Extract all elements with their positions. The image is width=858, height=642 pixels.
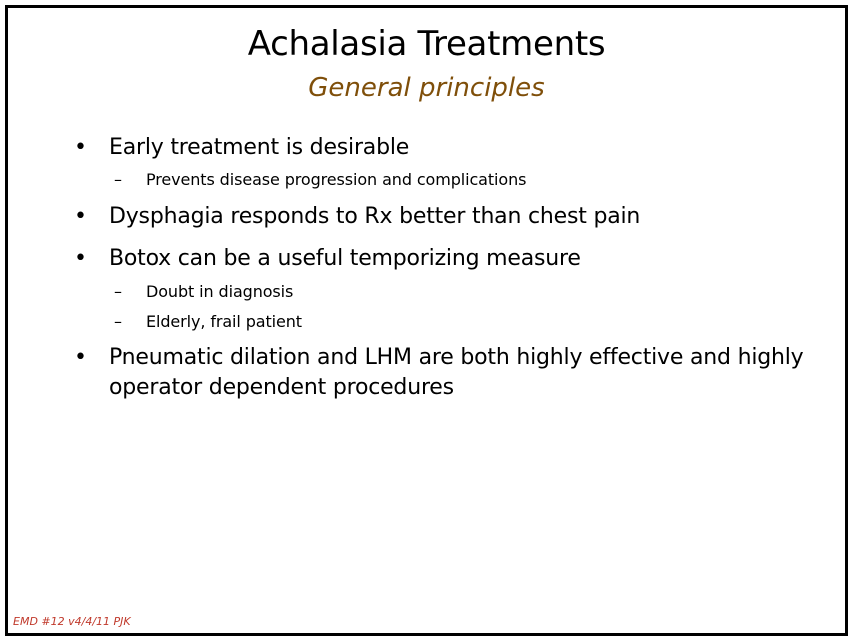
slide-subtitle: General principles	[308, 73, 545, 103]
bullet-icon: •	[74, 204, 87, 229]
bullet-text: Dysphagia responds to Rx better than chest pain	[109, 204, 641, 229]
sub-bullet-text: Doubt in diagnosis	[146, 282, 294, 301]
slide	[5, 5, 848, 636]
slide-footer: EMD #12 v4/4/11 PJK	[13, 615, 131, 628]
bullet-icon: •	[74, 345, 87, 370]
bullet-item	[74, 244, 814, 274]
sub-bullet-text: Prevents disease progression and complications	[146, 170, 527, 189]
bullet-text: Botox can be a useful temporizing measure	[109, 246, 581, 271]
bullet-icon: •	[74, 246, 87, 271]
sub-bullet-item	[74, 312, 814, 332]
bullet-text: Pneumatic dilation and LHM are both highly effective and highly operator dependent procedures	[109, 345, 804, 400]
sub-bullet-text: Elderly, frail patient	[146, 312, 302, 331]
sub-bullet-item	[74, 282, 814, 302]
bullet-text: Early treatment is desirable	[109, 135, 410, 160]
bullet-icon: •	[74, 135, 87, 160]
dash-icon: –	[114, 170, 122, 189]
bullet-item	[74, 202, 814, 232]
dash-icon: –	[114, 282, 122, 301]
bullet-item	[74, 343, 814, 403]
sub-bullet-item	[74, 170, 814, 190]
slide-title: Achalasia Treatments	[247, 24, 606, 64]
dash-icon: –	[114, 312, 122, 331]
bullet-item	[74, 133, 814, 163]
bullet-list	[74, 133, 814, 403]
